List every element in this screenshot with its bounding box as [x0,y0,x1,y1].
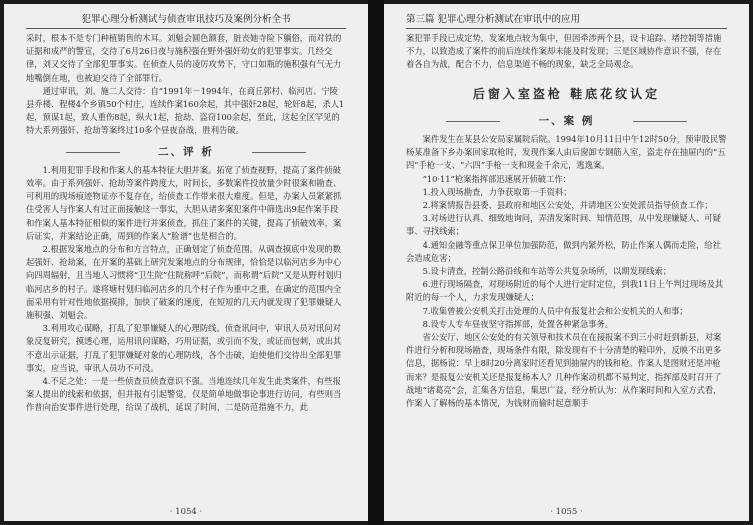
paragraph: 省公安厅、地区公安处的有关领导和技术员在在接报案不到三小时赶到新县，对案件进行分析和现场勘查，现场条件有限，除发现有不十分清楚的鞋印外，反映不出更多信息，据杨说：早上8时20分离家时还看见到抽屉内的钱和枪。作案人是图财还是冲枪而来？是报复公安机关还是报复杨本人？几种作案动机都不易判定，指挥部及时召开了战地“诸葛亮”会，汇集各方信息，集思广益，经分析认为：从作案时间和入室方式看，作案人了解杨的基本情况，为钱财而偷时起意顺手 [406,332,722,409]
paragraph: 1.利用犯罪手段和作案人的基本特征大胆并案。拓宽了侦查视野，提高了案件侦破效率。由于系列强奸、抢劫等案件跨度大，时间长，多数案件投放量少时很案和勘查、可利用的现场痕迹物证亦不复存在，给侦查工作带来很大难度。但是，办案人员紧紧抓住受害人与作案人有过正面接触这一事实，大胆从诸多案犯案件中筛选出9起作案手段和作案人基本特征相似的案件进行并案侦查，抓住了案件的关键，提高了侦破效率，案后证实，并案结论正确，周到的作案人“脸谱”也是相合的。 [26,164,342,241]
section-title-text: 二、评 析 [158,145,214,158]
list-item: 5.设卡清查，控制公路沿线和车站等公共复杂场所，以期发现线索； [422,266,672,277]
list-item: 3.对场进行认真、细致地询问，弄清发案时间、知情范围，从中发现嫌疑人、可疑事、寻找线索； [406,213,721,237]
section-rule [252,152,306,153]
list-item: 8.设专人专车昼夜坚守指挥部，处置各种紧急事务。 [422,318,614,329]
paragraph: “10·11”枪案指挥部迅速展开侦破工作： [422,173,571,184]
page-number: · 1054 · [169,507,203,517]
section-rule [446,121,500,122]
paragraph: 2.根据发案地点的分布和方言特点，正确划定了侦查范围。从调查摸底中发现的数起强奸、抢劫案，在开案的基础上研究发案地点的分布规律，恰恰是以临河店乡为中心向四周辐射，且当地人习惯将“卫生院”住院称呼“后院”，而称谓“后院”又是从野村划归临河店乡的村子。遂将塘村划归临河店乡的几个村子作为重中之重，在确定的范围内全面采用有针对性地依据摸排，加快了破案的速度，在短短的几天内就发现了犯罪嫌疑人施积强、刘魁会。 [26,244,342,321]
running-header: 犯罪心理分析测试与侦查审讯技巧及案例分析全书 [26,12,346,29]
book-gutter [368,0,384,525]
right-page [384,4,749,521]
page-body [26,32,346,415]
paragraph: 4.不足之处：一是一些侦查员侦查意识不强。当地连续几年发生此类案件，有些报案人提出的线索和依据，但并报有引起警觉，仅是简单地做事论事进行访问，有些则当作普向治安事件进行处理，给误了战机，延误了时间，二是防范措施不力，此 [26,376,342,413]
left-page [4,4,368,521]
list-item: 4.通知金融等重点保卫单位加强防范，做到内紧外松，防止作案人偶而走险，给社会造成危害； [406,239,721,263]
list-item: 7.收集曾被公安机关打击处理的人员中有报复社会和公安机关的人和事； [422,305,688,316]
list-item: 6.进行现场隔查，对现场附近的每个人进行定时定位，到我11日上午判过现场及其附近的每一个人，力求发现嫌疑人； [406,279,724,303]
paragraph: 3.利用攻心谋略，打乱了犯罪嫌疑人的心理防线。侦查讯问中，审讯人员对讯问对象反复研究，摸透心理，运用讯问谋略，巧用证据，或引而不发，或证而包刺，或出其不意出示证据，打乱了犯罪嫌疑对象的心理防线，各个击破，迫使他们交待出全部犯罪事实，应当说，审讯人员功不可没。 [26,323,342,373]
list-item: 2.将案情报告县委、县政府和地区公安处，并请地区公安处派员指导侦查工作； [422,200,713,211]
paragraph: 案件发生在某县公安局家属院后院。1994年10月11日中午12时50分，预审股民警杨某准备下乡办案回家取枪时，发现作案人由后窗卸专钢筋入室，盗走存在抽屉内的“五四”手枪一支、“六四”手枪一支和现金千余元，逃逸案。 [406,134,727,171]
case-title: 后窗入室盗枪 鞋底花纹认定 [472,86,661,101]
section-title-text: 一、案 例 [538,114,595,127]
section-rule [633,121,687,122]
section-title [26,146,346,159]
paragraph: 通过审讯，刘、施二人交待：自“1991年－1994年，在商丘郭村、临河店、宁陵县乔楼、程楼4个乡镇50个村庄，连续作案160余起，其中强奸28起，轮奸8起，杀人1起，预谋1起，致人重伤8起，纵火1起，抢劫、盗窃100余起，至此，这起全区罕见的特大系列强奸、抢劫等案终过10多个昼夜奋战，胜利告破。 [26,85,345,136]
page-number: · 1055 · [550,507,583,517]
section-rule [66,152,120,153]
paragraph: 采时，根本不是专门种植销售的木耳。刘魁会圆色额套，脏丧她寺险下躺俗，而对铁的证据和成严的警宣，交待了6月26日夜与施积强在野外强奸幼女的犯罪事实。几经交律，刘又交待了全部犯罪事实。在侦查人员的凌厉攻势下，守口如瓶的施积强有气无力地嘴倒在地，也被迫交待了全部罪行。 [26,33,342,83]
page-body [406,32,727,410]
list-item: 1.投入现场勘查，力争获取第一手资料； [422,186,572,197]
section-title [406,115,727,128]
paragraph: 案犯罪手段已成定势，发案地点较为集中，但因牵涉两个县，设卡追踪、堵控制等措施不力，以致造成了案件的前后连续作案却未能及时发现；三是区域协作意识不强，存在着各自为战，配合不力，信息渠道不畅的现象，缺乏全局观念。 [406,33,722,70]
running-header: 第三篇 犯罪心理分析测试在审讯中的应用 [406,12,727,29]
